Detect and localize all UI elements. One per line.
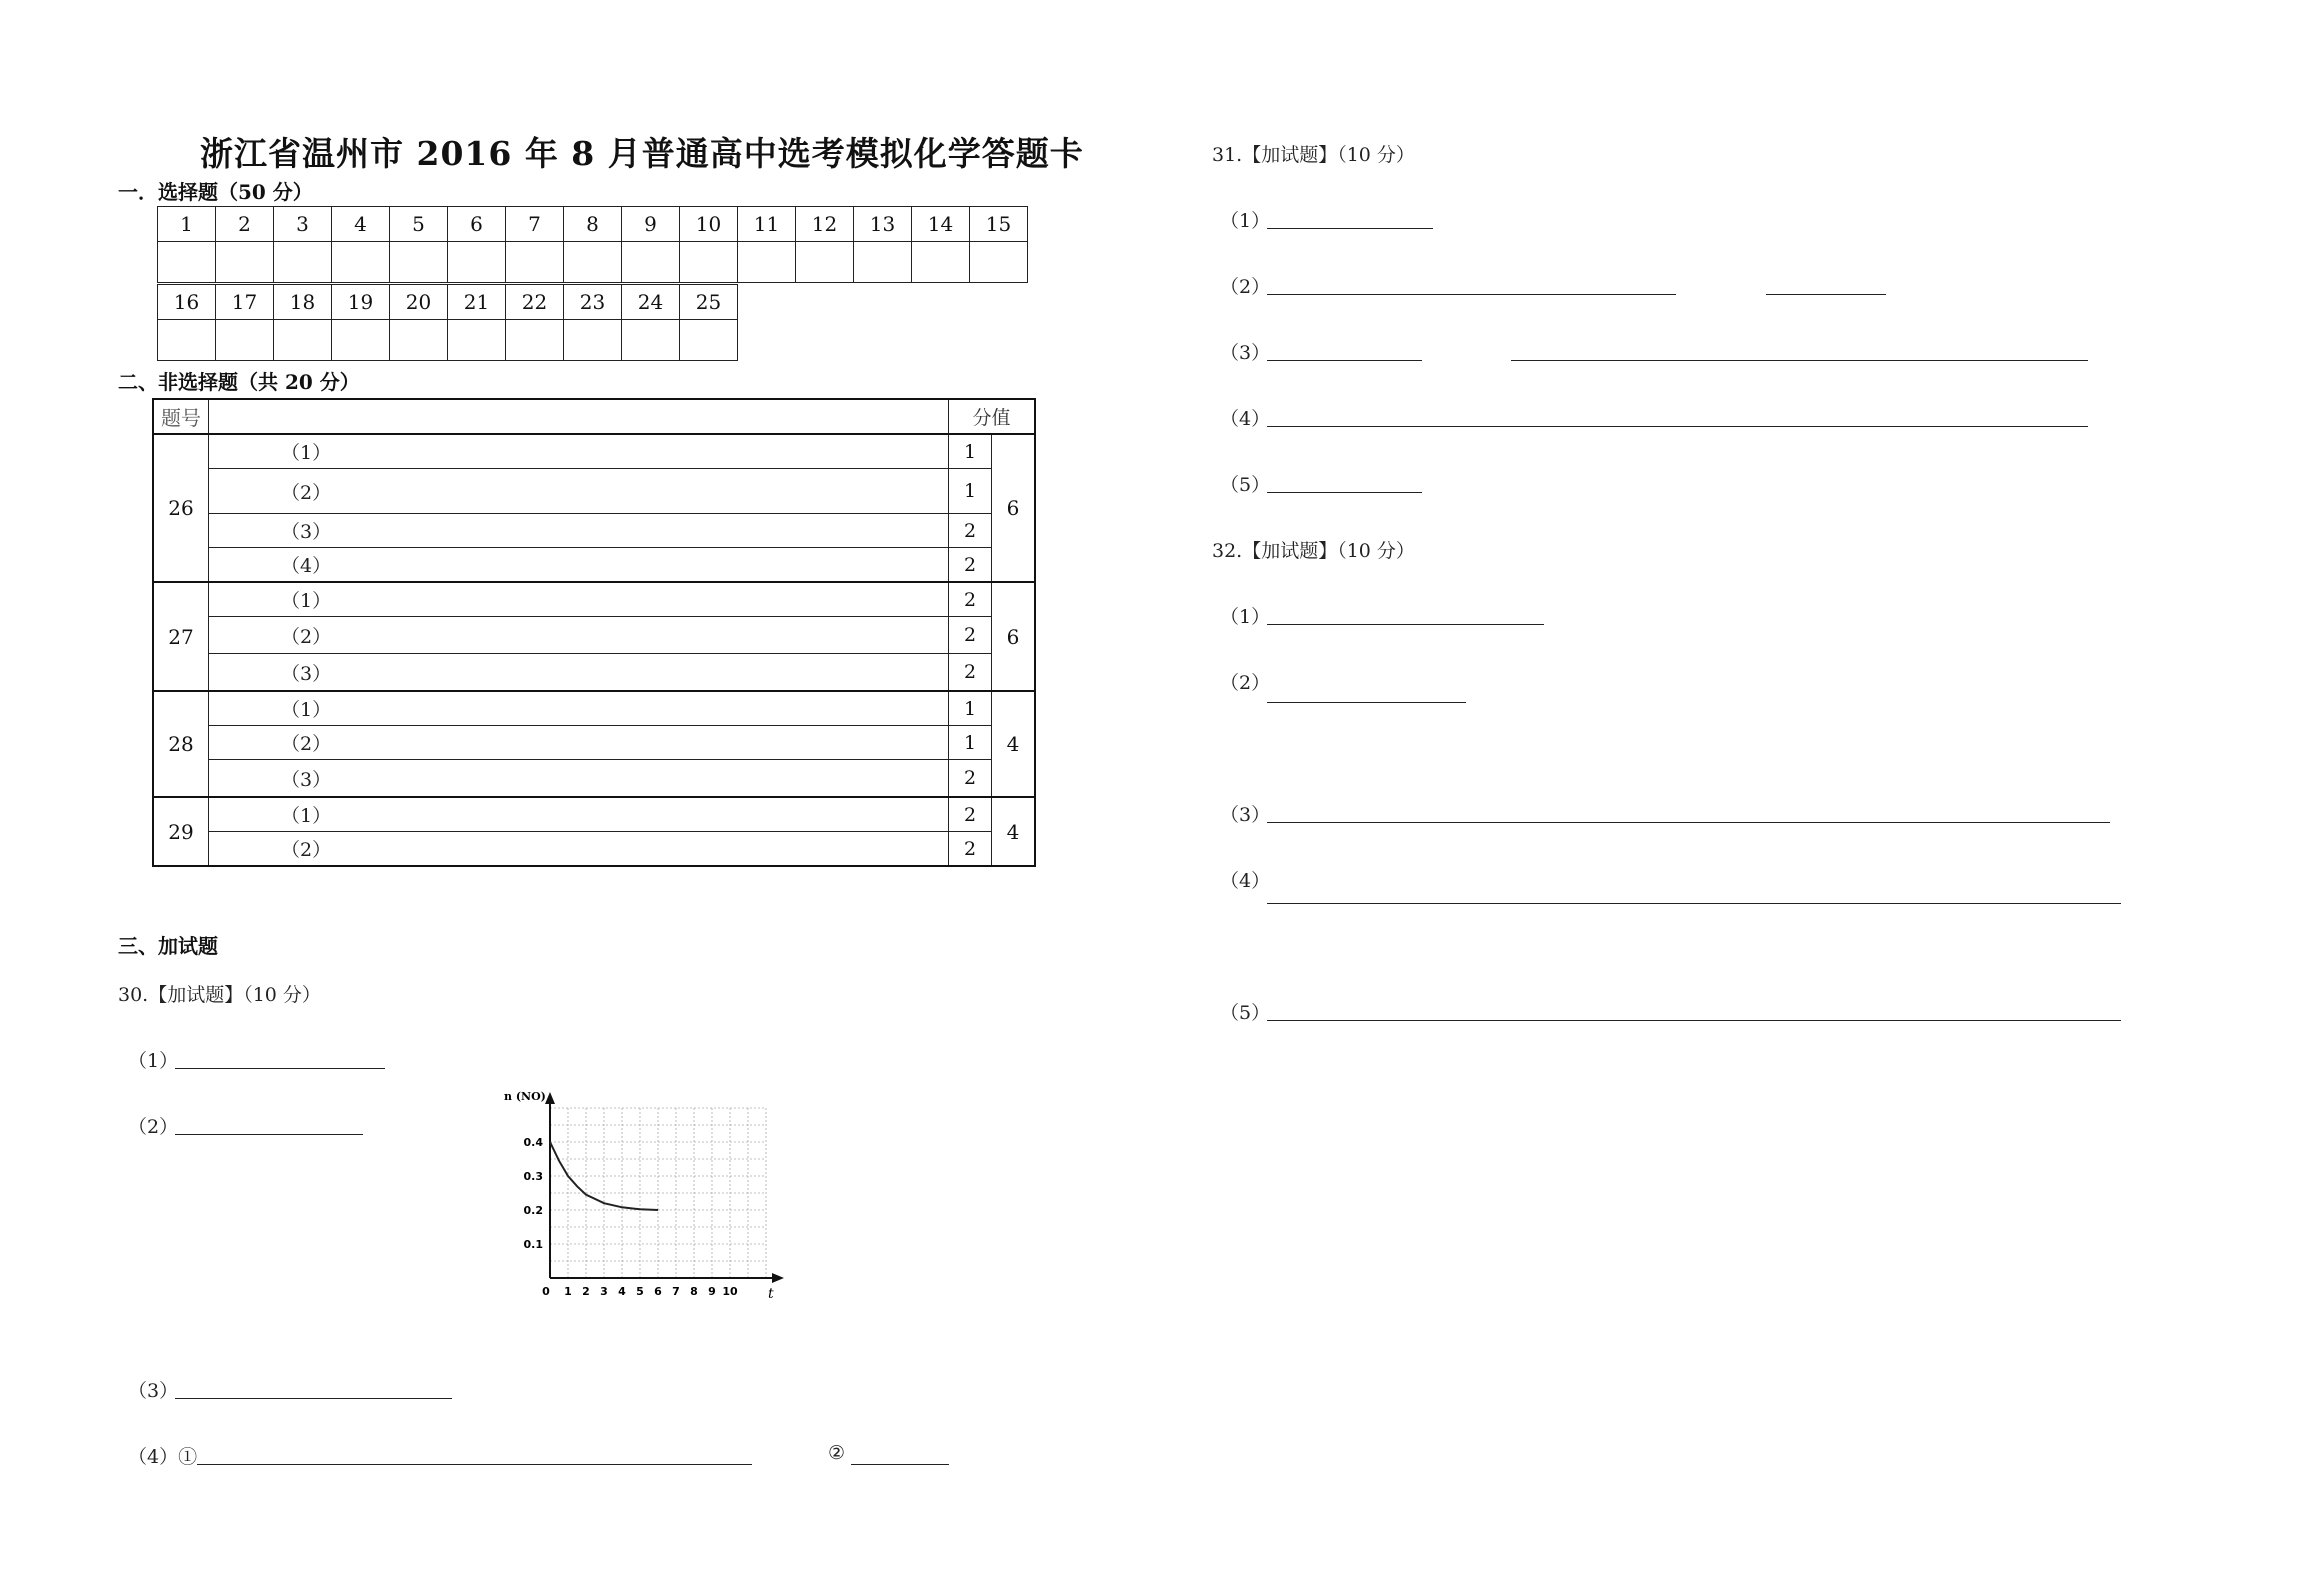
row1-number: 15 — [970, 207, 1028, 242]
answer-row[interactable] — [209, 760, 949, 798]
q31-2b-answer-line[interactable] — [1766, 294, 1886, 295]
y-tick-label: 0.4 — [523, 1136, 543, 1149]
answer-box[interactable] — [796, 242, 854, 283]
answer-box[interactable] — [564, 320, 622, 361]
row2-number: 19 — [332, 285, 390, 320]
sub-question-label: （1） — [281, 442, 332, 464]
x-axis-label: t — [768, 1286, 774, 1302]
q32-3-answer-line[interactable] — [1267, 822, 2110, 823]
q31-4-answer-line[interactable] — [1267, 426, 2088, 427]
answer-box[interactable] — [506, 320, 564, 361]
total-points: 6 — [992, 582, 1036, 691]
answer-row[interactable] — [209, 469, 949, 514]
q32-1-label: （1） — [1220, 606, 1271, 628]
q31-3-label: （3） — [1220, 342, 1271, 364]
total-points: 4 — [992, 797, 1036, 866]
answer-box[interactable] — [738, 242, 796, 283]
row1-number: 9 — [622, 207, 680, 242]
answer-row[interactable] — [209, 797, 949, 832]
q32-4-answer-line[interactable] — [1267, 903, 2121, 904]
answer-box[interactable] — [506, 242, 564, 283]
row2-number: 17 — [216, 285, 274, 320]
header-question: 题号 — [153, 399, 209, 434]
q30-3-answer-line[interactable] — [175, 1398, 452, 1399]
x-tick-label: 3 — [600, 1285, 608, 1298]
sub-question-label: （4） — [281, 555, 332, 577]
q31-3b-answer-line[interactable] — [1511, 360, 2088, 361]
header-points: 分值 — [949, 399, 1036, 434]
q32-2-label: （2） — [1220, 672, 1271, 694]
y-axis-arrow — [545, 1092, 555, 1104]
sub-points: 2 — [949, 760, 992, 798]
sub-question-label: （2） — [281, 481, 332, 504]
answer-box[interactable] — [332, 242, 390, 283]
q32-heading: 32.【加试题】（10 分） — [1212, 540, 1415, 562]
q30-1-label: （1） — [128, 1050, 179, 1072]
answer-box[interactable] — [970, 242, 1028, 283]
row1-number: 12 — [796, 207, 854, 242]
row2-number: 22 — [506, 285, 564, 320]
q31-1-label: （1） — [1220, 210, 1271, 232]
q31-2-label: （2） — [1220, 276, 1271, 298]
q31-4-label: （4） — [1220, 408, 1271, 430]
sub-question-label: （1） — [281, 805, 332, 827]
sub-points: 1 — [949, 691, 992, 726]
answer-box[interactable] — [448, 242, 506, 283]
sub-points: 2 — [949, 832, 992, 867]
n-no-vs-t-chart — [498, 1088, 788, 1308]
sub-points: 1 — [949, 726, 992, 760]
y-tick-label: 0.3 — [523, 1170, 543, 1183]
non-choice-table — [152, 398, 1036, 867]
x-tick-label: 4 — [618, 1285, 626, 1298]
answer-box[interactable] — [680, 242, 738, 283]
sub-question-label: （2） — [281, 839, 332, 861]
question-number: 26 — [153, 434, 209, 582]
q30-2-label: （2） — [128, 1116, 179, 1138]
q30-4-label: （4）① — [128, 1446, 198, 1468]
question-number: 28 — [153, 691, 209, 797]
section1-label: 一．选择题（50 分） — [118, 180, 313, 204]
answer-box[interactable] — [158, 320, 216, 361]
x-axis-arrow — [772, 1273, 784, 1283]
answer-box[interactable] — [564, 242, 622, 283]
row1-number: 5 — [390, 207, 448, 242]
row1-number: 8 — [564, 207, 622, 242]
x-tick-label: 7 — [672, 1285, 680, 1298]
x-tick-label: 2 — [582, 1285, 590, 1298]
answer-row[interactable] — [209, 582, 949, 617]
answer-box[interactable] — [680, 320, 738, 361]
q30-2-answer-line[interactable] — [175, 1134, 363, 1135]
q30-4a-answer-line[interactable] — [197, 1464, 752, 1465]
row1-number: 13 — [854, 207, 912, 242]
row1-number: 6 — [448, 207, 506, 242]
row2-number: 23 — [564, 285, 622, 320]
mc-table-2 — [157, 284, 738, 361]
q32-1-answer-line[interactable] — [1267, 624, 1544, 625]
row1-number: 11 — [738, 207, 796, 242]
x-tick-label: 9 — [708, 1285, 716, 1298]
sub-question-label: （3） — [281, 521, 332, 543]
row1-number: 10 — [680, 207, 738, 242]
row2-number: 16 — [158, 285, 216, 320]
q30-4b-label: ② — [828, 1442, 846, 1464]
q30-1-answer-line[interactable] — [175, 1068, 385, 1069]
answer-box[interactable] — [854, 242, 912, 283]
q30-4b-answer-line[interactable] — [851, 1464, 949, 1465]
answer-box[interactable] — [158, 242, 216, 283]
q31-1-answer-line[interactable] — [1267, 228, 1433, 229]
sub-question-label: （1） — [281, 699, 332, 721]
q32-4-label: （4） — [1220, 870, 1271, 892]
row1-number: 4 — [332, 207, 390, 242]
x-tick-label: 6 — [654, 1285, 662, 1298]
x-tick-label: 10 — [722, 1285, 738, 1298]
row1-number: 3 — [274, 207, 332, 242]
q32-5-answer-line[interactable] — [1267, 1020, 2121, 1021]
x-tick-label: 8 — [690, 1285, 698, 1298]
y-tick-label: 0.1 — [523, 1238, 543, 1251]
sub-question-label: （1） — [281, 590, 332, 612]
question-number: 29 — [153, 797, 209, 866]
q31-5-answer-line[interactable] — [1267, 492, 1422, 493]
answer-box[interactable] — [448, 320, 506, 361]
answer-box[interactable] — [332, 320, 390, 361]
row2-number: 20 — [390, 285, 448, 320]
row2-number: 18 — [274, 285, 332, 320]
x-tick-label: 1 — [564, 1285, 572, 1298]
y-tick-label: 0.2 — [523, 1204, 543, 1217]
answer-row[interactable] — [209, 514, 949, 548]
q31-5-label: （5） — [1220, 474, 1271, 496]
answer-box[interactable] — [622, 320, 680, 361]
x-tick-label: 5 — [636, 1285, 644, 1298]
answer-box[interactable] — [216, 320, 274, 361]
question-number: 27 — [153, 582, 209, 691]
q32-5-label: （5） — [1220, 1002, 1271, 1024]
q31-2a-answer-line[interactable] — [1267, 294, 1676, 295]
sub-question-label: （3） — [281, 662, 332, 685]
sub-points: 2 — [949, 654, 992, 692]
row1-number: 1 — [158, 207, 216, 242]
row1-number: 7 — [506, 207, 564, 242]
sub-points: 1 — [949, 434, 992, 469]
answer-row[interactable] — [209, 617, 949, 654]
answer-box[interactable] — [274, 320, 332, 361]
row2-number: 25 — [680, 285, 738, 320]
q32-3-label: （3） — [1220, 804, 1271, 826]
q31-3a-answer-line[interactable] — [1267, 360, 1422, 361]
page-title: 浙江省温州市 2016 年 8 月普通高中选考模拟化学答题卡 — [200, 134, 1084, 173]
answer-row[interactable] — [209, 434, 949, 469]
answer-box[interactable] — [390, 242, 448, 283]
x-tick-label: 0 — [542, 1285, 550, 1298]
answer-box[interactable] — [912, 242, 970, 283]
answer-box[interactable] — [390, 320, 448, 361]
answer-box[interactable] — [274, 242, 332, 283]
q30-3-label: （3） — [128, 1380, 179, 1402]
sub-points: 1 — [949, 469, 992, 514]
sub-points: 2 — [949, 514, 992, 548]
row2-number: 21 — [448, 285, 506, 320]
row1-number: 14 — [912, 207, 970, 242]
sub-points: 2 — [949, 797, 992, 832]
q30-heading: 30.【加试题】（10 分） — [118, 984, 321, 1006]
total-points: 6 — [992, 434, 1036, 582]
sub-points: 2 — [949, 548, 992, 583]
row2-number: 24 — [622, 285, 680, 320]
section2-label: 二、非选择题（共 20 分） — [118, 370, 360, 394]
total-points: 4 — [992, 691, 1036, 797]
sub-points: 2 — [949, 617, 992, 654]
q32-2-answer-line[interactable] — [1267, 702, 1466, 703]
answer-row[interactable] — [209, 726, 949, 760]
sub-question-label: （2） — [281, 733, 332, 755]
y-axis-label: n (NO) — [504, 1090, 546, 1103]
answer-box[interactable] — [622, 242, 680, 283]
answer-row[interactable] — [209, 654, 949, 692]
answer-row[interactable] — [209, 548, 949, 583]
answer-box[interactable] — [216, 242, 274, 283]
sub-points: 2 — [949, 582, 992, 617]
row1-number: 2 — [216, 207, 274, 242]
section3-label: 三、加试题 — [118, 934, 218, 958]
q31-heading: 31.【加试题】（10 分） — [1212, 144, 1415, 166]
answer-row[interactable] — [209, 691, 949, 726]
sub-question-label: （2） — [281, 625, 332, 648]
sub-question-label: （3） — [281, 768, 332, 791]
answer-row[interactable] — [209, 832, 949, 867]
mc-table-1 — [157, 206, 1028, 283]
